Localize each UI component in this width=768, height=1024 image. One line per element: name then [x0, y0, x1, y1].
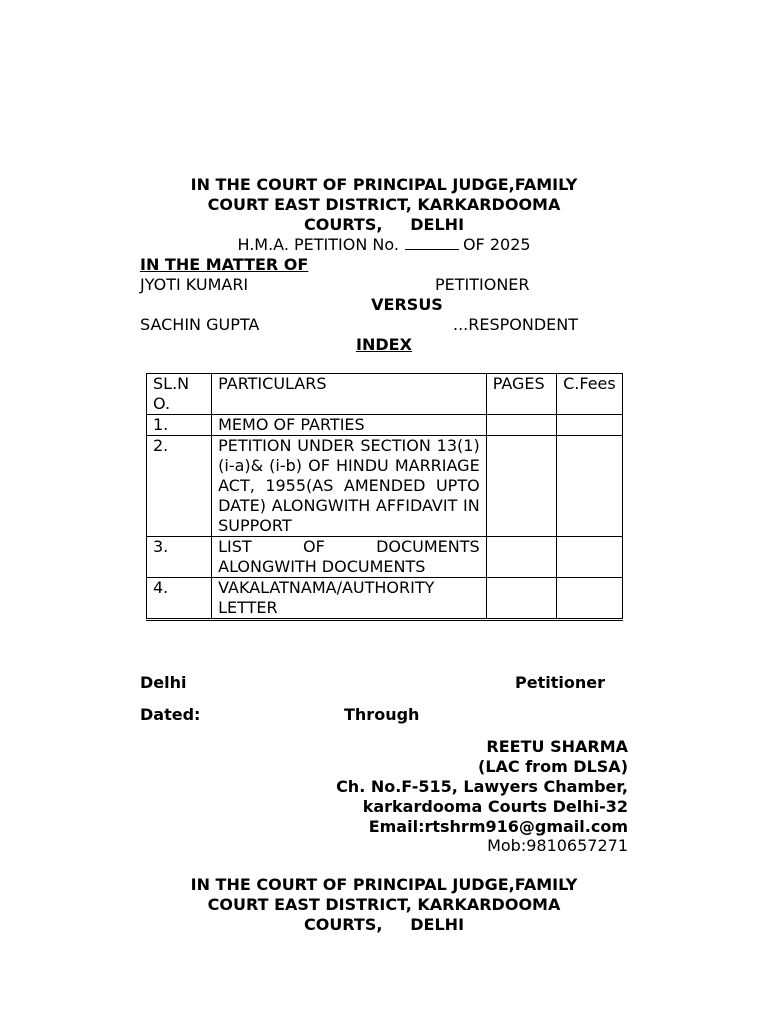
- court-heading-repeat: [140, 875, 628, 935]
- petitioner-name: JYOTI KUMARI: [140, 275, 249, 294]
- footer-place: Delhi: [140, 673, 187, 692]
- row-pages: [486, 578, 556, 620]
- row-particulars: PETITION UNDER SECTION 13(1)(i-a)& (i-b) OF HINDU MARRIAGE ACT, 1955(AS AMENDED UPTO DATE) ALONGWITH AFFIDAVIT IN SUPPORT: [212, 436, 487, 537]
- advocate-designation: (LAC from DLSA): [478, 757, 628, 776]
- row-fees: [556, 537, 622, 578]
- row-particulars: MEMO OF PARTIES: [212, 415, 487, 436]
- respondent-name: SACHIN GUPTA: [140, 315, 260, 334]
- header-c-fees: C.Fees: [556, 374, 622, 415]
- footer-dated: Dated:: [140, 705, 201, 724]
- court-heading-line3: COURTS, DELHI: [303, 215, 465, 234]
- petition-number-suffix: OF 2025: [462, 235, 531, 254]
- petition-number: [140, 235, 628, 255]
- advocate-address: karkardooma Courts Delhi-32: [362, 797, 628, 816]
- court-heading-line1: IN THE COURT OF PRINCIPAL JUDGE,FAMILY: [190, 875, 578, 894]
- row-sl: 4.: [147, 578, 212, 620]
- court-heading-line1: IN THE COURT OF PRINCIPAL JUDGE,FAMILY: [190, 175, 578, 194]
- row-fees: [556, 415, 622, 436]
- table-row: [147, 436, 623, 537]
- header-pages: PAGES: [486, 374, 556, 415]
- footer-petitioner-label: Petitioner: [515, 673, 605, 692]
- respondent-role: ...RESPONDENT: [453, 315, 579, 334]
- advocate-email: Email:rtshrm916@gmail.com: [368, 817, 628, 836]
- table-header-row: [147, 374, 623, 415]
- court-heading: [140, 175, 628, 235]
- advocate-mobile: Mob:9810657271: [487, 836, 628, 855]
- row-pages: [486, 415, 556, 436]
- table-row: [147, 537, 623, 578]
- index-title: INDEX: [356, 335, 412, 354]
- row-sl: 1.: [147, 415, 212, 436]
- row-fees: [556, 578, 622, 620]
- index-table: [146, 373, 623, 621]
- court-heading-line2: COURT EAST DISTRICT, KARKARDOOMA: [207, 895, 561, 914]
- petitioner-role: PETITIONER: [435, 275, 530, 294]
- matter-label: IN THE MATTER OF: [140, 255, 309, 274]
- header-particulars: PARTICULARS: [212, 374, 487, 415]
- petition-number-blank: [405, 235, 459, 250]
- row-particulars: LIST OF DOCUMENTS ALONGWITH DOCUMENTS: [212, 537, 487, 578]
- court-heading-line2: COURT EAST DISTRICT, KARKARDOOMA: [207, 195, 561, 214]
- header-sl-no: SL.NO.: [147, 374, 212, 415]
- row-sl: 3.: [147, 537, 212, 578]
- court-heading-line3: COURTS, DELHI: [303, 915, 465, 934]
- row-particulars: VAKALATNAMA/AUTHORITY LETTER: [212, 578, 487, 620]
- row-pages: [486, 436, 556, 537]
- footer-through: Through: [344, 705, 420, 724]
- row-fees: [556, 436, 622, 537]
- table-row: [147, 578, 623, 620]
- advocate-chamber: Ch. No.F-515, Lawyers Chamber,: [336, 777, 628, 796]
- petition-number-prefix: H.M.A. PETITION No.: [237, 235, 399, 254]
- table-row: [147, 415, 623, 436]
- advocate-name: REETU SHARMA: [486, 737, 628, 756]
- row-pages: [486, 537, 556, 578]
- versus-label: VERSUS: [371, 295, 443, 314]
- row-sl: 2.: [147, 436, 212, 537]
